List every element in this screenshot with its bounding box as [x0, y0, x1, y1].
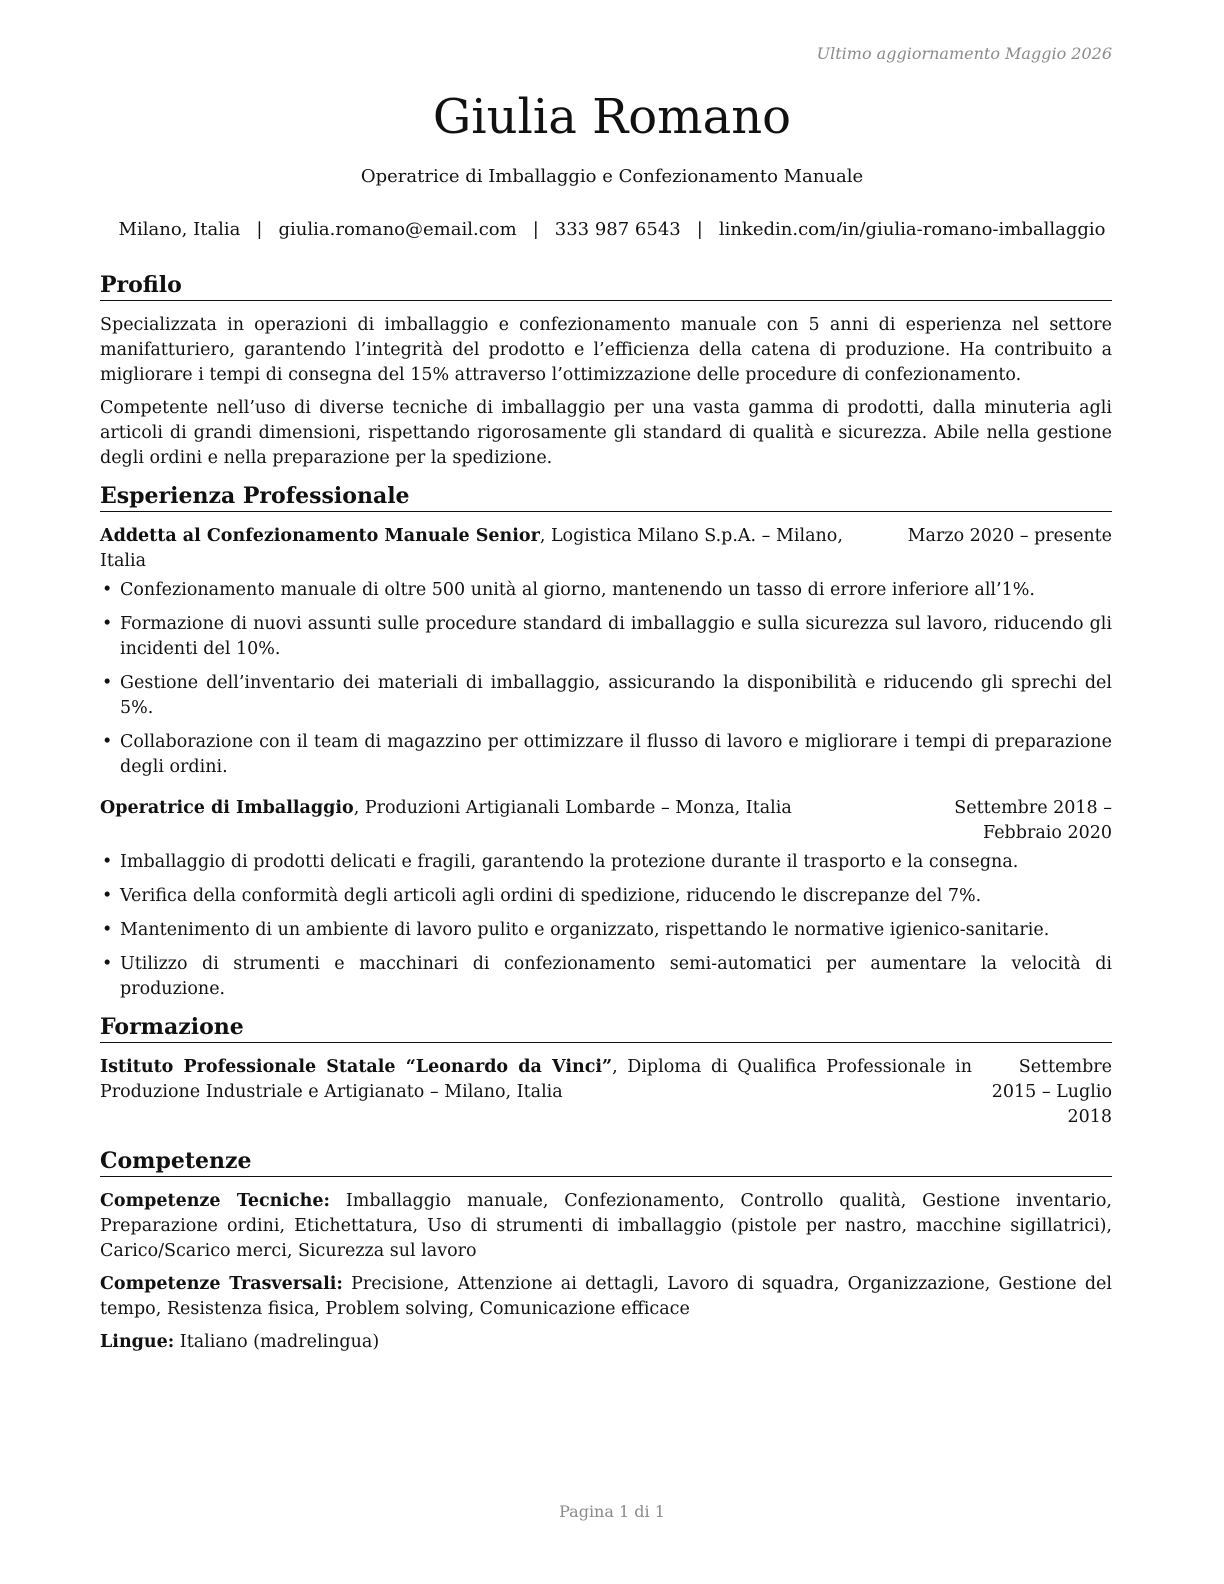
job-company: , Produzioni Artigianali Lombarde – Monza, Italia — [353, 798, 792, 818]
contact-separator: | — [696, 219, 703, 240]
section-title-profile: Profilo — [100, 270, 1112, 301]
experience-section — [100, 481, 1112, 1002]
job-dates: Marzo 2020 – presente — [907, 526, 1112, 546]
skills-section — [100, 1146, 1112, 1355]
job-bullet: • Collaborazione con il team di magazzino per ottimizzare il flusso di lavoro e migliorare i tempi di preparazione degli ordini. — [100, 730, 1112, 780]
skills-soft — [100, 1272, 1112, 1322]
page-number: Pagina 1 di 1 — [559, 1502, 665, 1521]
job-title-line — [100, 796, 872, 821]
contact-email[interactable]: giulia.romano@email.com — [278, 219, 517, 240]
profile-section — [100, 270, 1112, 471]
job-title-line — [100, 524, 872, 574]
job-entry — [100, 524, 1112, 780]
skills-soft-label: Competenze Trasversali: — [100, 1274, 343, 1294]
education-dates: Settembre 2015 – Luglio 2018 — [991, 1057, 1112, 1127]
skills-languages-list: Italiano (madrelingua) — [174, 1332, 380, 1352]
job-bullet: • Mantenimento di un ambiente di lavoro pulito e organizzato, rispettando le normative igienico-sanitarie. — [100, 918, 1112, 943]
education-title-line — [100, 1055, 972, 1105]
contact-phone[interactable]: 333 987 6543 — [554, 219, 681, 240]
section-title-education: Formazione — [100, 1012, 1112, 1043]
contact-separator: | — [532, 219, 539, 240]
skills-languages — [100, 1330, 1112, 1355]
section-title-skills: Competenze — [100, 1146, 1112, 1177]
education-degree: , Diploma di Qualifica Professionale in Produzione Industriale e Artigianato – Milano, Italia — [100, 1057, 972, 1102]
contact-line — [0, 219, 1224, 240]
job-header — [100, 796, 1112, 846]
job-dates: Settembre 2018 – Febbraio 2020 — [954, 798, 1112, 843]
job-bullet: • Imballaggio di prodotti delicati e fragili, garantendo la protezione durante il trasporto e la consegna. — [100, 850, 1112, 875]
skills-languages-label: Lingue: — [100, 1332, 175, 1352]
job-bullet: • Confezionamento manuale di oltre 500 unità al giorno, mantenendo un tasso di errore inferiore all’1%. — [100, 578, 1112, 603]
profile-paragraph: Competente nell’uso di diverse tecniche di imballaggio per una vasta gamma di prodotti, dalla minuteria agli articoli di grandi dimensioni, rispettando rigorosamente gli standard di qualità e sicurezza. Abile nella gestione degli ordini e nella preparazione per la spedizione. — [100, 398, 1112, 468]
job-bullets — [100, 850, 1112, 1002]
skills-technical — [100, 1189, 1112, 1264]
education-entry — [100, 1055, 1112, 1130]
job-header — [100, 524, 1112, 574]
contact-separator: | — [256, 219, 263, 240]
job-bullet: • Formazione di nuovi assunti sulle procedure standard di imballaggio e sulla sicurezza sul lavoro, riducendo gli incidenti del 10%. — [100, 612, 1112, 662]
job-bullets — [100, 578, 1112, 780]
skills-technical-list: Imballaggio manuale, Confezionamento, Controllo qualità, Gestione inventario, Preparazione ordini, Etichettatura, Uso di strumenti di imballaggio (pistole per nastro, macchine sigillatrici), Carico/Scarico merci, Sicurezza sul lavoro — [100, 1191, 1112, 1261]
profile-paragraph: Specializzata in operazioni di imballaggio e confezionamento manuale con 5 anni di esperienza nel settore manifatturiero, garantendo l’integrità del prodotto e l’efficienza della catena di produzione. Ha contribuito a migliorare i tempi di consegna del 15% attraverso l’ottimizzazione delle procedure di confezionamento. — [100, 315, 1112, 385]
skills-technical-label: Competenze Tecniche: — [100, 1191, 330, 1211]
section-title-experience: Esperienza Professionale — [100, 481, 1112, 512]
job-entry — [100, 796, 1112, 1002]
job-role: Operatrice di Imballaggio — [100, 798, 354, 818]
job-role: Addetta al Confezionamento Manuale Senior — [100, 526, 540, 546]
education-section — [100, 1012, 1112, 1130]
candidate-name: Giulia Romano — [432, 89, 792, 145]
job-bullet: • Verifica della conformità degli articoli agli ordini di spedizione, riducendo le discrepanze del 7%. — [100, 884, 1112, 909]
last-updated: Ultimo aggiornamento Maggio 2026 — [816, 44, 1112, 63]
education-school: Istituto Professionale Statale “Leonardo da Vinci” — [100, 1057, 613, 1077]
candidate-headline: Operatrice di Imballaggio e Confezionamento Manuale — [360, 166, 864, 187]
job-bullet: • Gestione dell’inventario dei materiali di imballaggio, assicurando la disponibilità e riducendo gli sprechi del 5%. — [100, 671, 1112, 721]
resume-content — [100, 270, 1112, 1365]
job-company: , Logistica Milano S.p.A. – Milano, Italia — [100, 526, 843, 571]
job-bullet: • Utilizzo di strumenti e macchinari di confezionamento semi-automatici per aumentare la velocità di produzione. — [100, 952, 1112, 1002]
skills-soft-list: Precisione, Attenzione ai dettagli, Lavoro di squadra, Organizzazione, Gestione del tempo, Resistenza fisica, Problem solving, Comunicazione efficace — [100, 1274, 1112, 1319]
contact-linkedin[interactable]: linkedin.com/in/giulia-romano-imballaggio — [718, 219, 1106, 240]
contact-location: Milano, Italia — [118, 219, 241, 240]
